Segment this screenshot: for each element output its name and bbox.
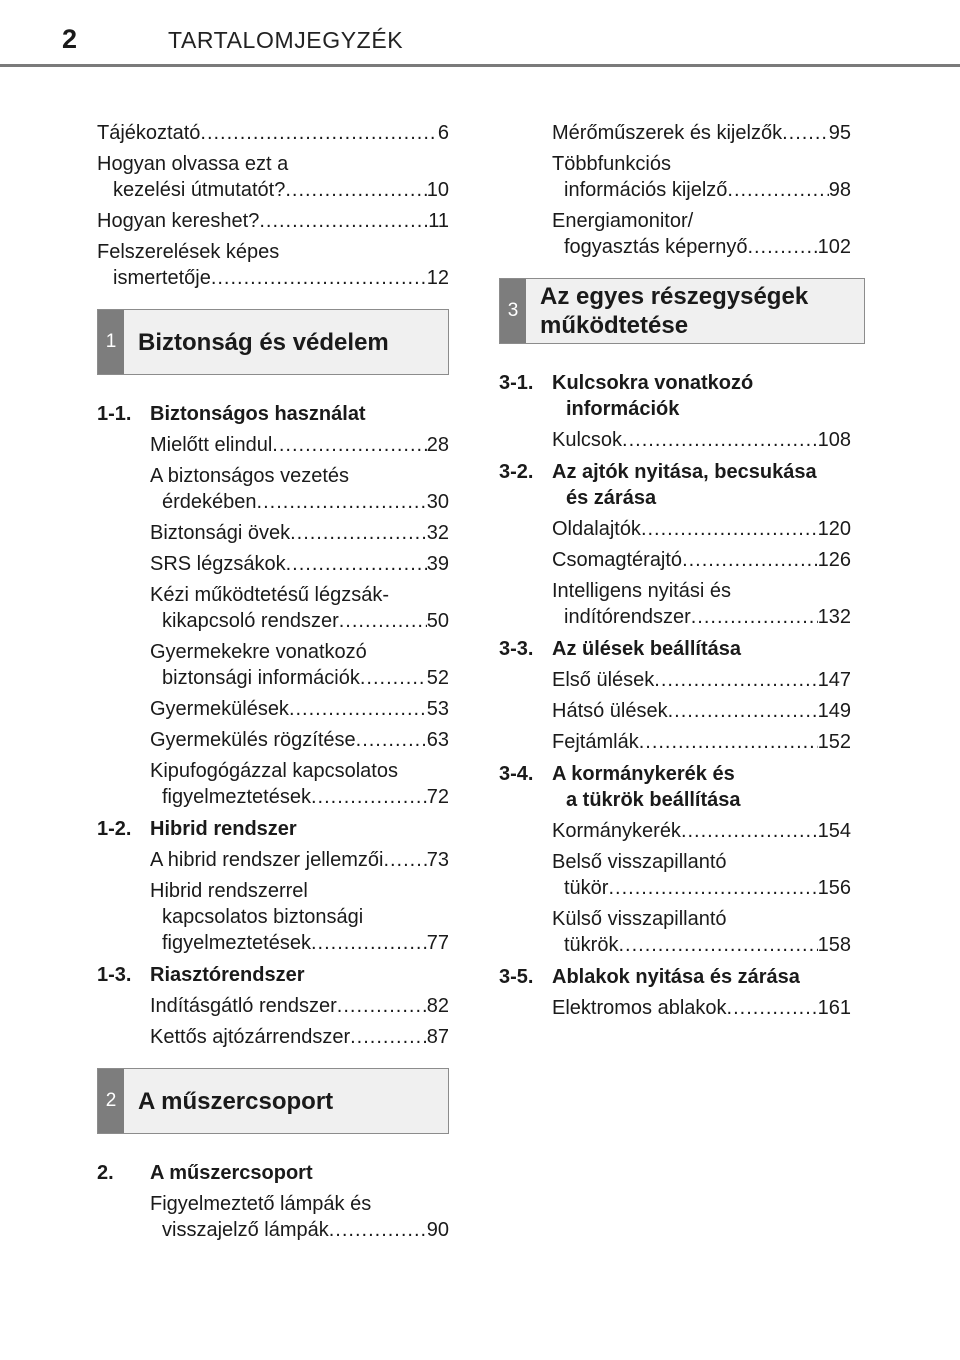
toc-entry[interactable]: [499, 906, 851, 958]
entry-page-number: 28: [426, 434, 449, 456]
entry-page-number: 98: [828, 179, 851, 201]
dot-leader: [691, 604, 818, 630]
entry-title-line: Hogyan olvassa ezt a: [97, 153, 289, 175]
toc-entry[interactable]: [97, 551, 449, 577]
chapter-1-heading[interactable]: [97, 309, 449, 375]
section-number: 1-1.: [97, 403, 132, 425]
entry-title: Hátsó ülések: [552, 700, 668, 722]
toc-entry[interactable]: [499, 995, 851, 1021]
section-1-2-heading[interactable]: [97, 816, 449, 842]
entry-page-number: 82: [426, 995, 449, 1017]
dot-leader: [339, 608, 427, 634]
entry-page-number: 120: [817, 518, 851, 540]
entry-title: érdekében: [162, 491, 257, 513]
entry-title: Kettős ajtózárrendszer: [150, 1026, 351, 1048]
section-number: 3-3.: [499, 638, 534, 660]
toc-entry[interactable]: [97, 639, 449, 691]
entry-page-number: 90: [426, 1219, 449, 1241]
section-3-4-heading[interactable]: [499, 761, 851, 813]
chapter-3-title-line1: Az egyes részegységek: [540, 283, 809, 310]
entry-page-number: 72: [426, 786, 449, 808]
toc-entry[interactable]: [97, 151, 449, 203]
dot-leader: [257, 489, 427, 515]
entry-title: Tájékoztató: [97, 122, 201, 144]
toc-right-column: [499, 120, 851, 1026]
section-number: 2.: [97, 1162, 114, 1184]
section-1-3-entries: [97, 993, 449, 1050]
dot-leader: [360, 665, 427, 691]
toc-entry[interactable]: [97, 847, 449, 873]
dot-leader: [285, 177, 426, 203]
entry-title-line: Hibrid rendszerrel: [150, 880, 308, 902]
entry-page-number: 147: [817, 669, 851, 691]
dot-leader: [618, 932, 817, 958]
chapter-2-heading[interactable]: [97, 1068, 449, 1134]
section-3-2-entries: [499, 516, 851, 630]
entry-page-number: 156: [817, 877, 851, 899]
entry-title: ismertetője: [113, 267, 211, 289]
chapter-2-title: A műszercsoport: [138, 1087, 334, 1115]
entry-page-number: 152: [817, 731, 851, 753]
entry-page-number: 12: [426, 267, 449, 289]
entry-title: indítórendszer: [564, 606, 691, 628]
toc-entry[interactable]: [97, 582, 449, 634]
chapter-3-title: [540, 282, 808, 340]
entry-title: visszajelző lámpák: [162, 1219, 329, 1241]
entry-title: tükrök: [564, 934, 619, 956]
toc-entry[interactable]: [97, 758, 449, 810]
entry-title-line: A biztonságos vezetés: [150, 465, 350, 487]
chapter-3-heading[interactable]: [499, 278, 865, 344]
chapter-1-title: Biztonság és védelem: [138, 328, 389, 356]
dot-leader: [200, 120, 437, 146]
toc-entry[interactable]: [97, 696, 449, 722]
page-header: [0, 0, 960, 70]
toc-left-column: [97, 120, 449, 1248]
entry-title: Oldalajtók: [552, 518, 641, 540]
toc-entry[interactable]: [499, 578, 851, 630]
section-title: Az ülések beállítása: [552, 638, 741, 660]
section-1-1-heading[interactable]: [97, 401, 449, 427]
entry-title: tükör: [564, 877, 609, 899]
entry-title: Elektromos ablakok: [552, 997, 727, 1019]
toc-entry[interactable]: [97, 208, 449, 234]
toc-entry[interactable]: [97, 878, 449, 956]
entry-page-number: 63: [426, 729, 449, 751]
section-title: Ablakok nyitása és zárása: [552, 966, 800, 988]
entry-page-number: 52: [426, 667, 449, 689]
section-3-1-entries: [499, 427, 851, 453]
toc-entry[interactable]: [97, 1024, 449, 1050]
section-title-line2: információk: [566, 398, 680, 420]
section-3-5-entries: [499, 995, 851, 1021]
section-3-3-heading[interactable]: [499, 636, 851, 662]
section-2-entries: [97, 1191, 449, 1243]
header-divider: [0, 64, 960, 67]
section-number: 1-2.: [97, 818, 132, 840]
chapter-tab-3: 3: [500, 279, 526, 343]
section-number: 3-2.: [499, 461, 534, 483]
dot-leader: [289, 696, 427, 722]
entry-page-number: 87: [426, 1026, 449, 1048]
section-number: 1-3.: [97, 964, 132, 986]
entry-title: Csomagtérajtó: [552, 549, 683, 571]
entry-page-number: 50: [426, 610, 449, 632]
entry-title-line: Többfunkciós: [552, 153, 671, 175]
dot-leader: [747, 234, 817, 260]
entry-page-number: 158: [817, 934, 851, 956]
dot-leader: [668, 698, 818, 724]
section-3-2-heading[interactable]: [499, 459, 851, 511]
toc-entry[interactable]: [499, 208, 851, 260]
section-1-1-entries: [97, 432, 449, 810]
entry-page-number: 32: [426, 522, 449, 544]
section-title-line2: és zárása: [566, 487, 657, 509]
dot-leader: [641, 516, 818, 542]
entry-title: Indításgátló rendszer: [150, 995, 337, 1017]
entry-title-line: Intelligens nyitási és: [552, 580, 731, 602]
toc-entry[interactable]: [97, 1191, 449, 1243]
entry-title: Fejtámlák: [552, 731, 639, 753]
toc-entry[interactable]: [499, 818, 851, 844]
entry-title-line: Kipufogógázzal kapcsolatos: [150, 760, 398, 782]
entry-title: Gyermekülés rögzítése: [150, 729, 356, 751]
dot-leader: [286, 551, 427, 577]
toc-entry[interactable]: [499, 698, 851, 724]
intro-entries: [97, 120, 449, 291]
entry-page-number: 126: [817, 549, 851, 571]
section-number: 3-1.: [499, 372, 534, 394]
entry-title: figyelmeztetések: [162, 932, 311, 954]
toc-entry[interactable]: [499, 427, 851, 453]
page-title: TARTALOMJEGYZÉK: [168, 27, 404, 53]
entry-title: biztonsági információk: [162, 667, 360, 689]
dot-leader: [383, 847, 426, 873]
entry-title-line: Figyelmeztető lámpák és: [150, 1193, 372, 1215]
dot-leader: [727, 995, 818, 1021]
toc-entry[interactable]: [97, 432, 449, 458]
toc-entry[interactable]: [97, 520, 449, 546]
section-title-line1: Kulcsokra vonatkozó: [552, 372, 754, 394]
page-number: 2: [62, 24, 78, 54]
entry-title: kikapcsoló rendszer: [162, 610, 339, 632]
entry-title: Hogyan kereshet?: [97, 210, 260, 232]
section-title: Biztonságos használat: [150, 403, 366, 425]
entry-page-number: 77: [426, 932, 449, 954]
section-3-5-heading[interactable]: [499, 964, 851, 990]
dot-leader: [350, 1024, 427, 1050]
section-2-heading[interactable]: [97, 1160, 449, 1186]
entry-title-line: Belső visszapillantó: [552, 851, 727, 873]
section-title: [552, 459, 851, 511]
entry-title-line: Külső visszapillantó: [552, 908, 727, 930]
entry-page-number: 154: [817, 820, 851, 842]
section-title: [552, 761, 851, 813]
entry-page-number: 53: [426, 698, 449, 720]
dot-leader: [654, 667, 817, 693]
toc-entry[interactable]: [97, 993, 449, 1019]
dot-leader: [211, 265, 427, 291]
entry-title: kezelési útmutatót?: [113, 179, 286, 201]
entry-page-number: 108: [817, 429, 851, 451]
entry-page-number: 30: [426, 491, 449, 513]
toc-entry[interactable]: [97, 727, 449, 753]
dot-leader: [639, 729, 818, 755]
entry-title: Első ülések: [552, 669, 655, 691]
chapter-tab-1: 1: [98, 310, 124, 374]
section-title: Hibrid rendszer: [150, 818, 297, 840]
dot-leader: [337, 993, 427, 1019]
dot-leader: [682, 547, 818, 573]
section-3-3-entries: [499, 667, 851, 755]
toc-entry[interactable]: [499, 667, 851, 693]
dot-leader: [272, 432, 426, 458]
entry-page-number: 10: [426, 179, 449, 201]
section-title: Riasztórendszer: [150, 964, 305, 986]
entry-title: Biztonsági övek: [150, 522, 291, 544]
dot-leader: [290, 520, 427, 546]
dot-leader: [311, 930, 427, 956]
entry-page-number: 132: [817, 606, 851, 628]
section-number: 3-4.: [499, 763, 534, 785]
entry-page-number: 39: [426, 553, 449, 575]
dot-leader: [727, 177, 828, 203]
dot-leader: [782, 120, 829, 146]
entry-page-number: 11: [428, 210, 449, 232]
chapter-3-title-line2: működtetése: [540, 312, 689, 339]
chapter-2-continued-entries: [499, 120, 851, 260]
entry-title: SRS légzsákok: [150, 553, 286, 575]
section-3-4-entries: [499, 818, 851, 958]
entry-page-number: 149: [817, 700, 851, 722]
entry-title: A hibrid rendszer jellemzői: [150, 849, 384, 871]
toc-entry[interactable]: [499, 151, 851, 203]
chapter-tab-2: 2: [98, 1069, 124, 1133]
dot-leader: [259, 208, 428, 234]
dot-leader: [311, 784, 427, 810]
section-title: [552, 370, 851, 422]
toc-entry[interactable]: [97, 239, 449, 291]
section-3-1-heading[interactable]: [499, 370, 851, 422]
section-title-line1: Az ajtók nyitása, becsukása: [552, 461, 817, 483]
section-number: 3-5.: [499, 966, 534, 988]
entry-title: Kulcsok: [552, 429, 623, 451]
dot-leader: [681, 818, 818, 844]
entry-title-line: Gyermekekre vonatkozó: [150, 641, 367, 663]
entry-page-number: 102: [817, 236, 851, 258]
section-1-2-entries: [97, 847, 449, 956]
entry-page-number: 161: [817, 997, 851, 1019]
section-1-3-heading[interactable]: [97, 962, 449, 988]
entry-page-number: 95: [828, 122, 851, 144]
entry-title-line: Energiamonitor/: [552, 210, 694, 232]
toc-entry[interactable]: [97, 463, 449, 515]
dot-leader: [329, 1217, 427, 1243]
entry-title: figyelmeztetések: [162, 786, 311, 808]
section-title: A műszercsoport: [150, 1162, 313, 1184]
toc-entry[interactable]: [499, 729, 851, 755]
entry-page-number: 6: [437, 122, 449, 144]
entry-title-line: kapcsolatos biztonsági: [162, 906, 364, 928]
dot-leader: [356, 727, 427, 753]
toc-entry[interactable]: [499, 516, 851, 542]
section-title-line2: a tükrök beállítása: [566, 789, 741, 811]
toc-entry[interactable]: [97, 120, 449, 146]
dot-leader: [608, 875, 817, 901]
entry-title: Mielőtt elindul: [150, 434, 273, 456]
entry-title: Kormánykerék: [552, 820, 681, 842]
entry-title: Mérőműszerek és kijelzők: [552, 122, 783, 144]
toc-entry[interactable]: [499, 849, 851, 901]
dot-leader: [622, 427, 818, 453]
entry-title-line: Kézi működtetésű légzsák-: [150, 584, 390, 606]
toc-entry[interactable]: [499, 120, 851, 146]
entry-title-line: Felszerelések képes: [97, 241, 280, 263]
entry-title: Gyermekülések: [150, 698, 289, 720]
toc-entry[interactable]: [499, 547, 851, 573]
section-title-line1: A kormánykerék és: [552, 763, 735, 785]
entry-page-number: 73: [426, 849, 449, 871]
entry-title: fogyasztás képernyő: [564, 236, 748, 258]
entry-title: információs kijelző: [564, 179, 728, 201]
